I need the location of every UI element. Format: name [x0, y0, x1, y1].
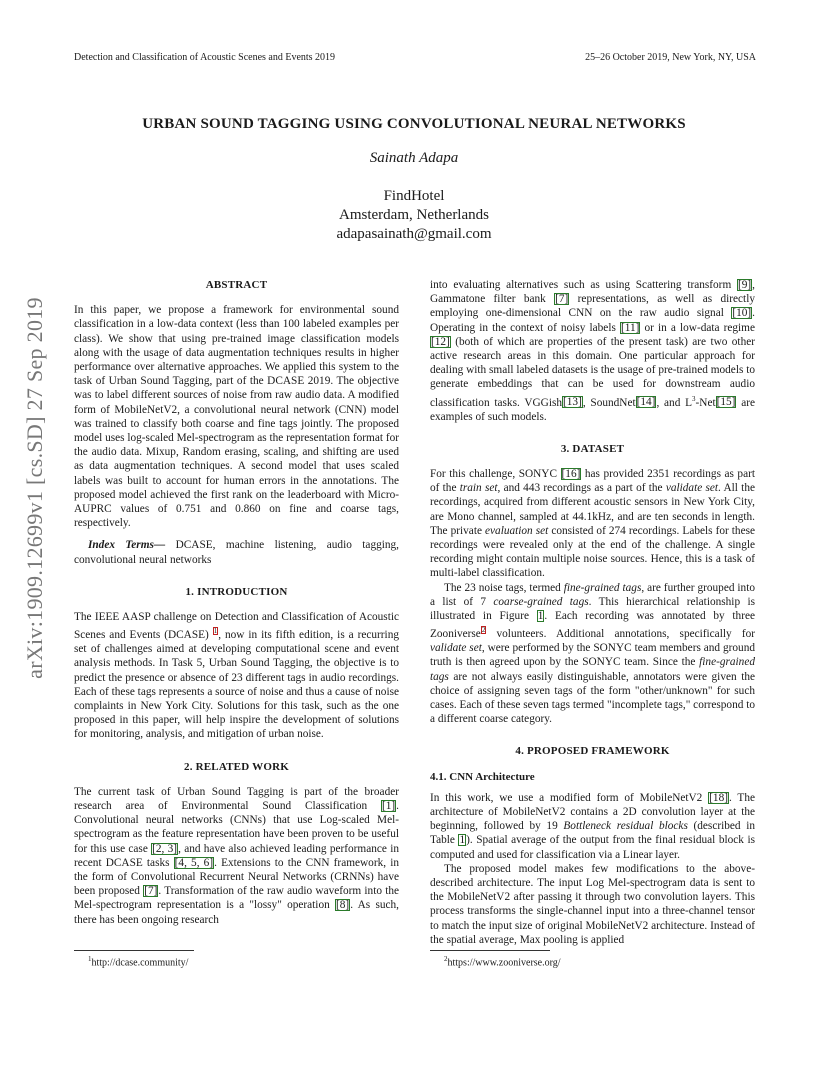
ds-text: , and 443 recordings as a part of the [497, 482, 666, 495]
rw-text-b: . Convolutional neural networks (CNNs) that use Log-scaled Mel-spectrogram as the feature representation have been proven to be useful for this use case [74, 800, 399, 855]
rw-text-c: , and have also achieved leading performance in recent DCASE tasks [74, 842, 399, 869]
related-work-continued [430, 278, 755, 424]
rt-text-a: into evaluating alternatives such as using Scattering transform [430, 279, 737, 291]
rw-text-a: The current task of Urban Sound Tagging is part of the broader research area of Environmental Sound Classification [74, 785, 399, 813]
ds-text: The 23 noise tags, termed [444, 581, 564, 594]
rt-text-e: or in a low-data regime [640, 321, 755, 334]
superscript: 3 [692, 394, 696, 403]
ds-italic: coarse-grained tags [493, 595, 589, 608]
rt-text-i: -Net [695, 396, 716, 409]
ds-text: , were performed by the SONYC team members and ground truth is then agreed upon by the SONYC team. Since the [430, 642, 755, 669]
footnote-mark: 1 [88, 955, 92, 963]
framework-paragraph-2: The proposed model makes few modifications to the above-described architecture. The input Log Mel-spectrogram data is sent to the MobileNetV2 after passing it through two convolution layers. This process transforms the single-channel input into a three-channel tensor to match the input size of original MobileNetV2 architecture. Instead of the spatial average, Max pooling is applied [430, 862, 755, 946]
ds-text: . All the recordings, acquired from different acoustic sensors in New York City, are Mono channel, sampled at 44.1kHz, and are ten seconds in length. The private [430, 482, 755, 537]
affiliation-email: adapasainath@gmail.com [336, 226, 492, 242]
ds-text: For this challenge, SONYC [430, 468, 561, 480]
framework-paragraph-1 [430, 791, 755, 862]
index-terms [74, 538, 399, 566]
affiliation [0, 187, 828, 244]
ds-italic: fine-grained tags [430, 656, 755, 683]
affiliation-city: Amsterdam, Netherlands [339, 207, 489, 223]
footnote-divider [74, 950, 194, 951]
footnote-2 [444, 955, 561, 968]
footnote-mark: 2 [444, 955, 448, 963]
rt-text-h: , and L [656, 396, 693, 409]
footnote-ref-2[interactable]: 2 [481, 626, 486, 635]
citation-link[interactable]: [11] [620, 321, 640, 334]
rt-text-g: , SoundNet [582, 396, 636, 409]
dataset-heading: 3. DATASET [560, 442, 625, 455]
footnote-ref-1[interactable]: 1 [213, 627, 218, 636]
framework-heading: 4. PROPOSED FRAMEWORK [515, 745, 670, 758]
ds-text: has provided 2351 recordings as part of the [430, 468, 755, 495]
right-column [430, 278, 755, 947]
citation-link[interactable]: [1] [381, 800, 396, 813]
footnote-divider [430, 950, 550, 951]
related-work-paragraph [74, 785, 399, 927]
ds-italic: validate set [665, 482, 719, 495]
rw-text-f: . As such, there has been ongoing research [74, 899, 399, 926]
rt-text-b: , Gammatone filter bank [430, 279, 755, 306]
intro-text-b: , now in its fifth edition, is a recurring set of challenges aimed at developing computational scene and event analysis methods. In Task 5, Urban Sound Tagging, the objective is to predict the presence or absence of 23 different tags in audio recordings. Each of these tags represents a source of noise and thus a cause of noise complaints in New York City. Solutions for this task, such as the one proposed in this paper, will help inspire the development of solutions for monitoring, analysis, and mitigation of urban noise. [74, 629, 399, 741]
intro-heading: 1. INTRODUCTION [185, 585, 288, 598]
rt-text-c: representations, as well as directly employing one-dimensional CNN on the raw audio signal [430, 293, 755, 320]
related-work-heading: 2. RELATED WORK [184, 760, 289, 773]
fw-italic: Bottleneck residual blocks [563, 820, 688, 833]
fw-text: (described in Table [430, 820, 755, 847]
author-name: Sainath Adapa [369, 150, 459, 166]
index-terms-label: Index Terms— [88, 539, 166, 552]
running-header-right: 25–26 October 2019, New York, NY, USA [585, 52, 756, 63]
cnn-architecture-subheading: 4.1. CNN Architecture [430, 770, 535, 783]
rt-text-f: (both of which are properties of the present task) are two other active research areas in this domain. One particular approach for dealing with small labeled datasets is the usage of pre-trained models to generate embeddings that can be used for downstream audio classification tasks. VGGish [430, 335, 755, 409]
ds-italic: train set [459, 482, 498, 495]
ds-italic: validate set [430, 642, 482, 655]
ds-italic: evaluation set [485, 524, 549, 537]
arxiv-sidebar [22, 290, 48, 685]
fw-text: In this work, we use a modified form of MobileNetV2 [430, 791, 709, 804]
citation-link[interactable]: [15] [716, 396, 736, 409]
citation-link[interactable]: [7] [555, 293, 569, 306]
arxiv-identifier: arXiv:1909.12699v1 [cs.SD] 27 Sep 2019 [22, 296, 47, 679]
index-terms-text: DCASE, machine listening, audio tagging, convolutional neural networks [74, 539, 399, 566]
citation-link[interactable]: [4, 5, 6] [174, 856, 214, 869]
rw-text-e: . Transformation of the raw audio waveform into the Mel-spectrogram representation is a "lossy" operation [74, 885, 400, 912]
dataset-paragraph-2 [430, 581, 755, 727]
citation-link[interactable]: [16] [561, 468, 581, 480]
paper-title: URBAN SOUND TAGGING USING CONVOLUTIONAL NEURAL NETWORKS [142, 116, 686, 132]
abstract-text: In this paper, we propose a framework for environmental sound classification in a low-data context (less than 100 labeled examples per class). We show that using pre-trained image classification models along with the usage of data augmentation techniques results in higher performance over alternative approaches. We applied this system to the task of Urban Sound Tagging, part of the DCASE 2019. The objective was to label different sources of noise from raw audio data. A modified form of MobileNetV2, a convolutional neural network (CNN) model was trained to classify both coarse and fine tags jointly. The proposed model uses log-scaled Mel-spectrogram as the representation format for the audio data. Mixup, Random erasing, scaling, and shifting are used as data augmentation techniques. A second model that uses scaled labels was built to account for human errors in the annotations. The proposed model achieved the first rank on the leaderboard with Micro-AUPRC values of 0.751 and 0.860 on fine and coarse tags, respectively. [74, 304, 399, 530]
figure-link[interactable]: 1 [537, 610, 544, 623]
rt-text-j: are examples of such models. [430, 396, 755, 423]
citation-link[interactable]: [14] [636, 396, 656, 409]
citation-link[interactable]: [8] [336, 899, 350, 912]
fw-text: . The architecture of MobileNetV2 contains a 2D convolution layer at the beginning, followed by 19 [430, 791, 755, 833]
rt-text-d: . Operating in the context of noisy labels [430, 307, 755, 334]
rw-text-d: . Extensions to the CNN framework, in the form of Convolutional Recurrent Neural Networks (CRNNs) have been proposed [74, 856, 399, 898]
ds-italic: fine-grained tags [563, 581, 642, 594]
table-link[interactable]: 1 [459, 834, 466, 847]
ds-text: consisted of 274 recordings. Labels for these recordings were revealed only at the end of the challenge. A single recording might contain multiple noise sources. Hence, this is a task of multi-label classification. [430, 524, 755, 580]
ds-text: are not always easily distinguishable, annotators were given the choice of assigning seven tags of the form "other/unknown" for such cases. Each of these seven tags termed "incomplete tags," correspond to a different coarse category. [430, 670, 755, 726]
abstract-heading: ABSTRACT [205, 279, 268, 291]
citation-link[interactable]: [12] [431, 335, 450, 348]
ds-text: volunteers. Additional annotations, specifically for [486, 628, 755, 640]
citation-link[interactable]: [2, 3] [152, 842, 178, 855]
fw-text: ). Spatial average of the output from the final residual block is computed and used for classification via a Linear layer. [430, 834, 755, 861]
footnote-url[interactable]: http://dcase.community/ [91, 957, 189, 969]
intro-text-a: The IEEE AASP challenge on Detection and Classification of Acoustic Scenes and Events (DCASE) [74, 611, 399, 642]
citation-link[interactable]: [18] [709, 791, 728, 804]
dataset-paragraph-1 [430, 467, 755, 581]
footnote-url[interactable]: https://www.zooniverse.org/ [447, 957, 561, 969]
ds-text: , are further grouped into a list of 7 [430, 581, 755, 608]
ds-text: . Each recording was annotated by three Zooniverse [430, 610, 755, 640]
citation-link[interactable]: [9] [737, 279, 752, 291]
citation-link[interactable]: [7] [144, 885, 158, 898]
citation-link[interactable]: [10] [732, 307, 752, 320]
ds-text: . This hierarchical relationship is illustrated in Figure [430, 595, 755, 623]
affiliation-org: FindHotel [383, 188, 445, 204]
left-column [74, 278, 399, 927]
running-header-left: Detection and Classification of Acoustic Scenes and Events 2019 [74, 52, 336, 63]
footnote-1 [88, 955, 188, 968]
citation-link[interactable]: [13] [563, 396, 582, 409]
intro-paragraph [74, 610, 399, 742]
